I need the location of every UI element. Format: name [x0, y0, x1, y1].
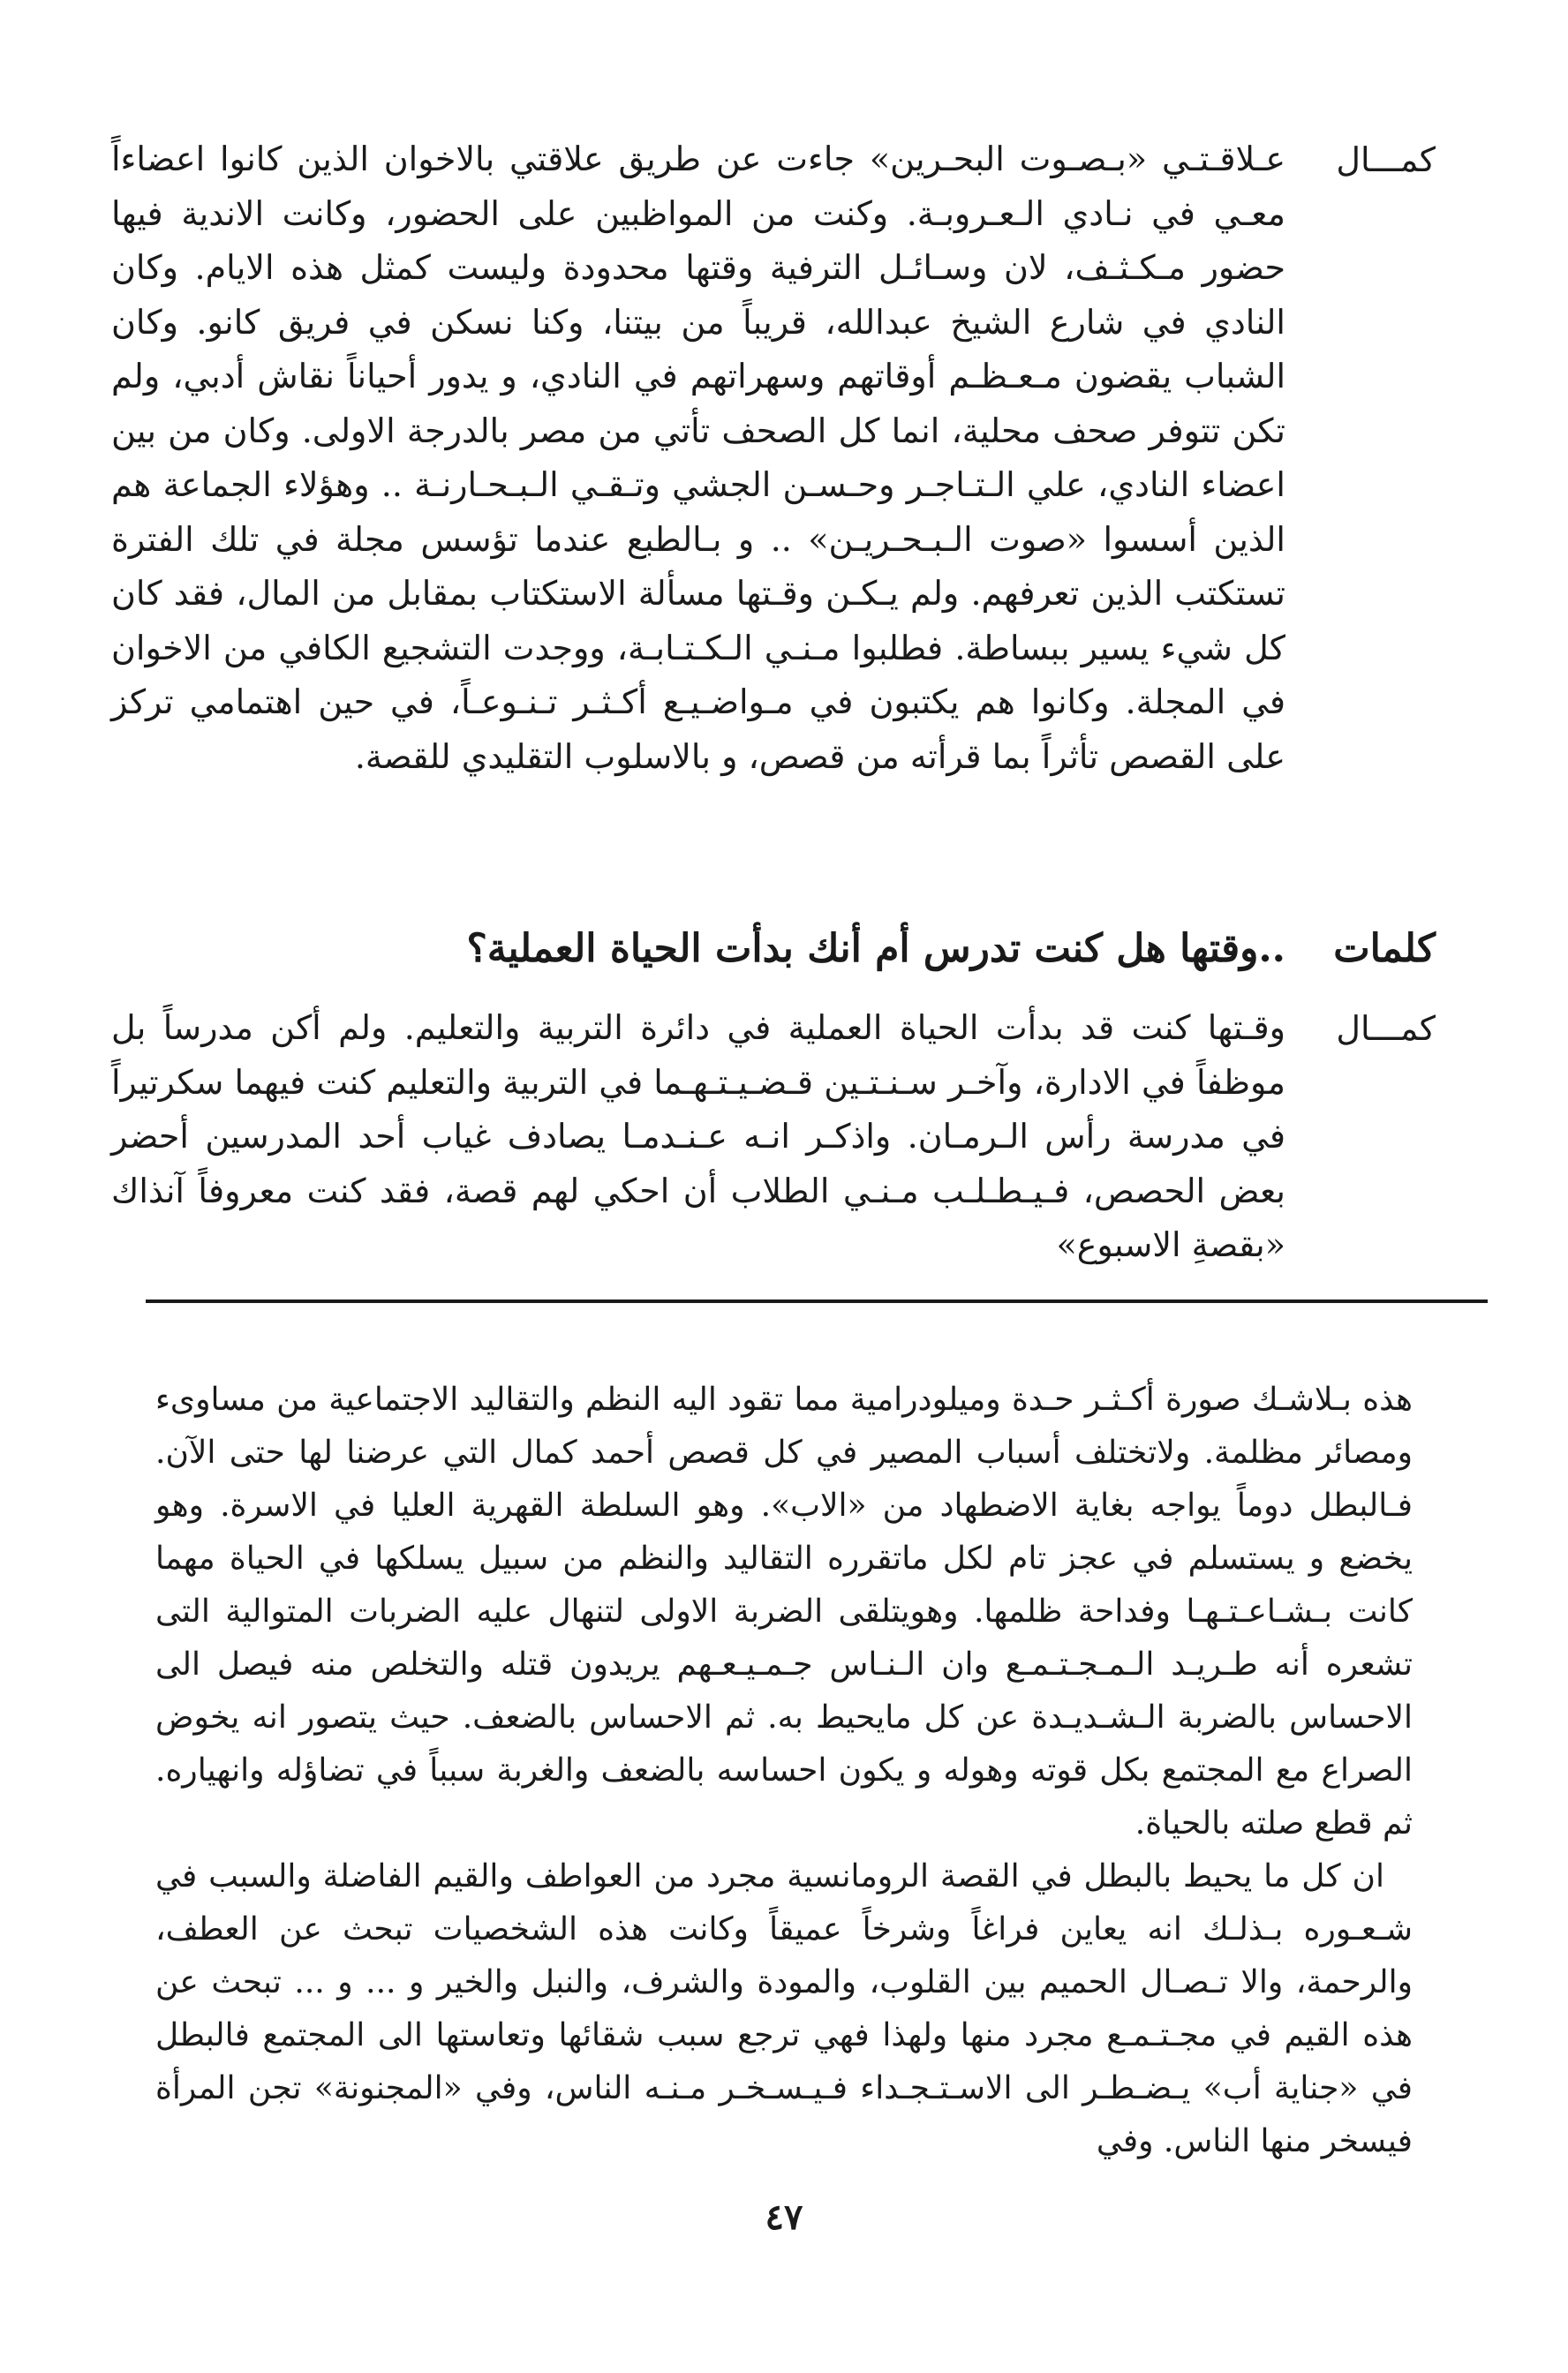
speaker-label-kalimat: كلمات — [1333, 926, 1436, 971]
interview-question — [111, 922, 1436, 976]
interview-answer-1 — [111, 132, 1436, 784]
answer-text: عـلاقـتـي «بـصـوت البحـرين» جاءت عن طريق علاقتي بالاخوان الذين كانوا اعضاءاً معـي في نـادي الـعـروبـة. وكنت من المواظبين على الحضور، وكانت الاندية فيها حضور مـكـثـف، لان وسـائـل الترفية وقتها محدودة وليست كمثل هذه الايام. وكان النادي في شارع الشيخ عبدالله، قريباً من بيتنا، وكنا نسكن في فريق كانو. وكان الشباب يقضون مـعـظـم أوقاتهم وسهراتهم في النادي، و يدور أحياناً نقاش أدبي، ولم تكن تتوفر صحف محلية، انما كل الصحف تأتي من مصر بالدرجة الاولى. وكان من بين اعضاء النادي، علي الـتـاجـر وحـسـن الجشي وتـقـي الـبـحـارنـة .. وهؤلاء الجماعة هم الذين أسسوا «صوت الـبـحـريـن» .. و بـالطبع عندما تؤسس مجلة في تلك الفترة تستكتب الذين تعرفهم. ولم يـكـن وقـتها مسألة الاستكتاب بمقابل من المال، فقد كان كل شيء يسير ببساطة. فطلبوا مـنـي الـكـتـابـة، ووجدت التشجيع الكافي من الاخوان في المجلة. وكانوا هم يكتبون في مـواضـيـع أكـثـر تـنـوعـاً، في حين اهتمامي تركز على القصص تأثراً بما قرأته من قصص، و بالاسلوب التقليدي للقصة. — [111, 139, 1285, 776]
footnote-paragraph: هذه بـلاشـك صورة أكـثـر حـدة وميلودرامية مما تقود اليه النظم والتقاليد الاجتماعية من مساوىء ومصائر مظلمة. ولاتختلف أسباب المصير في كل قصص أحمد كمال التي عرضنا لها حتى الآن. فـالبطل دوماً يواجه بغاية الاضطهاد من «الاب». وهو السلطة القهرية العليا في الاسرة. وهو يخضع و يستسلم في عجز تام لكل ماتقرره التقاليد والنظم من سبيل يسلكها في الحياة مهما كانت بـشـاعـتـهـا وفداحة ظلمها. وهويتلقى الضربة الاولى لتنهال عليه الضربات المتوالية التى تشعره أنه طـريـد الـمـجـتـمـع وان الـنـاس جـمـيـعـهم يريدون قتله والتخلص منه فيصل الى الاحساس بالضربة الـشـديـدة عن كل مايحيط به. ثم الاحساس بالضعف. حيث يتصور انه يخوض الصراع مع المجتمع بكل قوته وهوله و يكون احساسه بالضعف والغربة سبباً في تضاؤله وانهياره. ثم قطع صلته بالحياة. — [155, 1382, 1413, 1842]
footnote-paragraph: ان كل ما يحيط بالبطل في القصة الرومانسية مجرد من العواطف والقيم الفاضلة والسبب في شـعـوره بـذلـك انه يعاين فراغاً وشرخاً عميقاً وكانت هذه الشخصيات تبحث عن العطف، والرحمة، والا تـصـال الحميم بين القلوب، والمودة والشرف، والنبل والخير و ... و ... تبحث عن هذه القيم في مجـتـمـع مجرد منها ولهذا فهي ترجع سبب شقائها وتعاستها الى المجتمع فالبطل في «جناية أب» يـضـطـر الى الاسـتـجـداء فـيـسـخـر مـنـه الناس، وفي «المجنونة» تجن المرأة فيسخر منها الناس. وفي — [155, 1858, 1413, 2159]
question-text: ..وقتها هل كنت تدرس أم أنك بدأت الحياة العملية؟ — [466, 926, 1285, 971]
speaker-label-kamal: كمـــال — [1336, 1009, 1436, 1048]
answer-text: وقـتها كنت قد بدأت الحياة العملية في دائرة التربية والتعليم. ولم أكن مدرساً بل موظفاً في الادارة، وآخـر سـنـتـين قـضـيـتـهـما في التربية والتعليم كنت فيهما سكرتيراً في مدرسة رأس الـرمـان. واذكـر انـه عـنـدمـا يصادف غياب أحد المدرسين أحضر بعض الحصص، فـيـطـلـب مـنـي الطلاب أن احكي لهم قصة، فقد كنت معروفاً آنذاك «بقصةِ الاسبوع» — [111, 1008, 1285, 1264]
speaker-label-kamal: كمـــال — [1336, 140, 1436, 179]
page-number: ٤٧ — [765, 2196, 803, 2238]
footnote-divider — [146, 1300, 1488, 1303]
interview-answer-2 — [111, 1001, 1436, 1273]
